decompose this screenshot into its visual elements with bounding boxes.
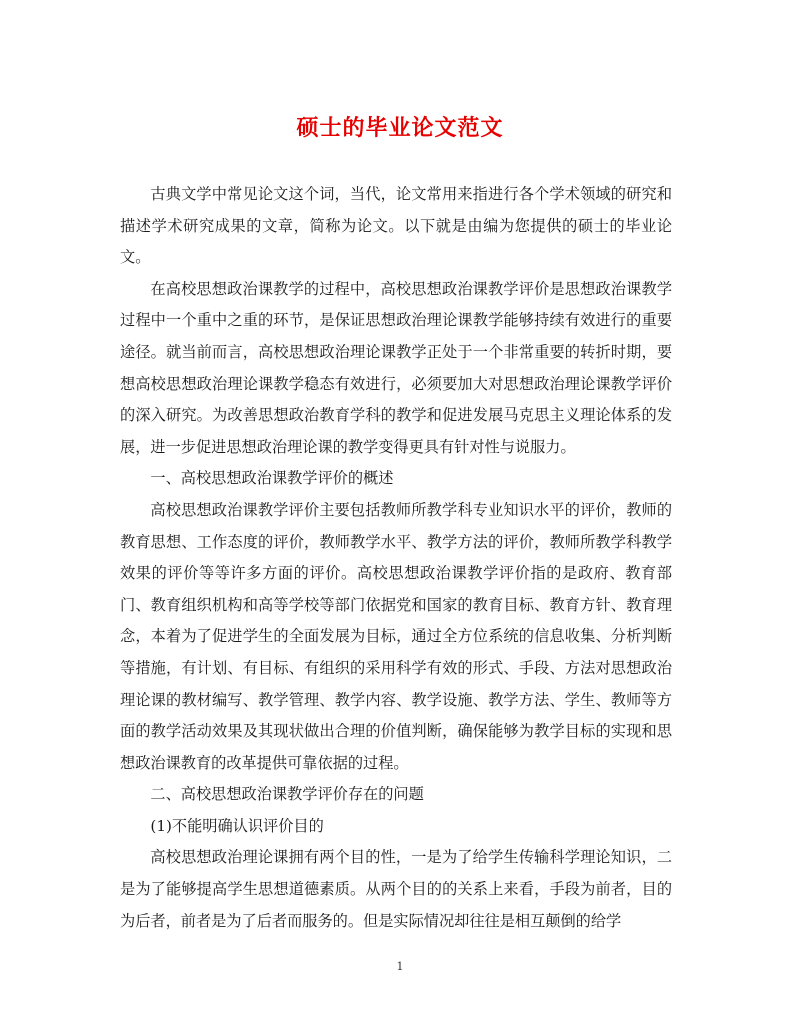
paragraph-purpose: 高校思想政治理论课拥有两个目的性，一是为了给学生传输科学理论知识，二是为了能够提高学生思想道德素质。从两个目的的关系上来看，手段为前者，目的为后者，前者是为了后者而服务的。但是实际情况却往往是相互颠倒的给学 <box>120 848 672 930</box>
subheading-purpose: (1)不能明确认识评价目的 <box>150 816 324 835</box>
paragraph-overview: 高校思想政治课教学评价主要包括教师所教学科专业知识水平的评价，教师的教育思想、工作态度的评价，教师教学水平、教学方法的评价，教师所教学科教学效果的评价等等许多方面的评价。高校思想政治课教学评价指的是政府、教育部门、教育组织机构和高等学校等部门依据党和国家的教育目标、教育方针、教育理念，本着为了促进学生的全面发展为目标，通过全方位系统的信息收集、分析判断等措施，有计划、有目标、有组织的采用科学有效的形式、手段、方法对思想政治理论课的教材编写、教学管理、教学内容、教学设施、教学方法、学生、教师等方面的教学活动效果及其现状做出合理的价值判断，确保能够为教学目标的实现和思想政治课教育的改革提供可靠依据的过程。 <box>120 500 672 772</box>
paragraph-intro: 古典文学中常见论文这个词，当代，论文常用来指进行各个学术领域的研究和描述学术研究成果的文章，简称为论文。以下就是由编为您提供的硕士的毕业论文。 <box>120 185 672 267</box>
paragraph-background: 在高校思想政治课教学的过程中，高校思想政治课教学评价是思想政治课教学过程中一个重中之重的环节，是保证思想政治理论课教学能够持续有效进行的重要途径。就当前而言，高校思想政治理论课教学正处于一个非常重要的转折时期，要想高校思想政治理论课教学稳态有效进行，必须要加大对思想政治理论课教学评价的深入研究。为改善思想政治教育学科的教学和促进发展马克思主义理论体系的发展，进一步促进思想政治理论课的教学变得更具有针对性与说服力。 <box>120 279 672 456</box>
document-body <box>120 179 672 937</box>
section-heading-overview: 一、高校思想政治课教学评价的概述 <box>150 469 394 488</box>
page-number: 1 <box>396 960 404 973</box>
document-title: 硕士的毕业论文范文 <box>296 115 504 141</box>
section-heading-problems: 二、高校思想政治课教学评价存在的问题 <box>150 785 424 804</box>
